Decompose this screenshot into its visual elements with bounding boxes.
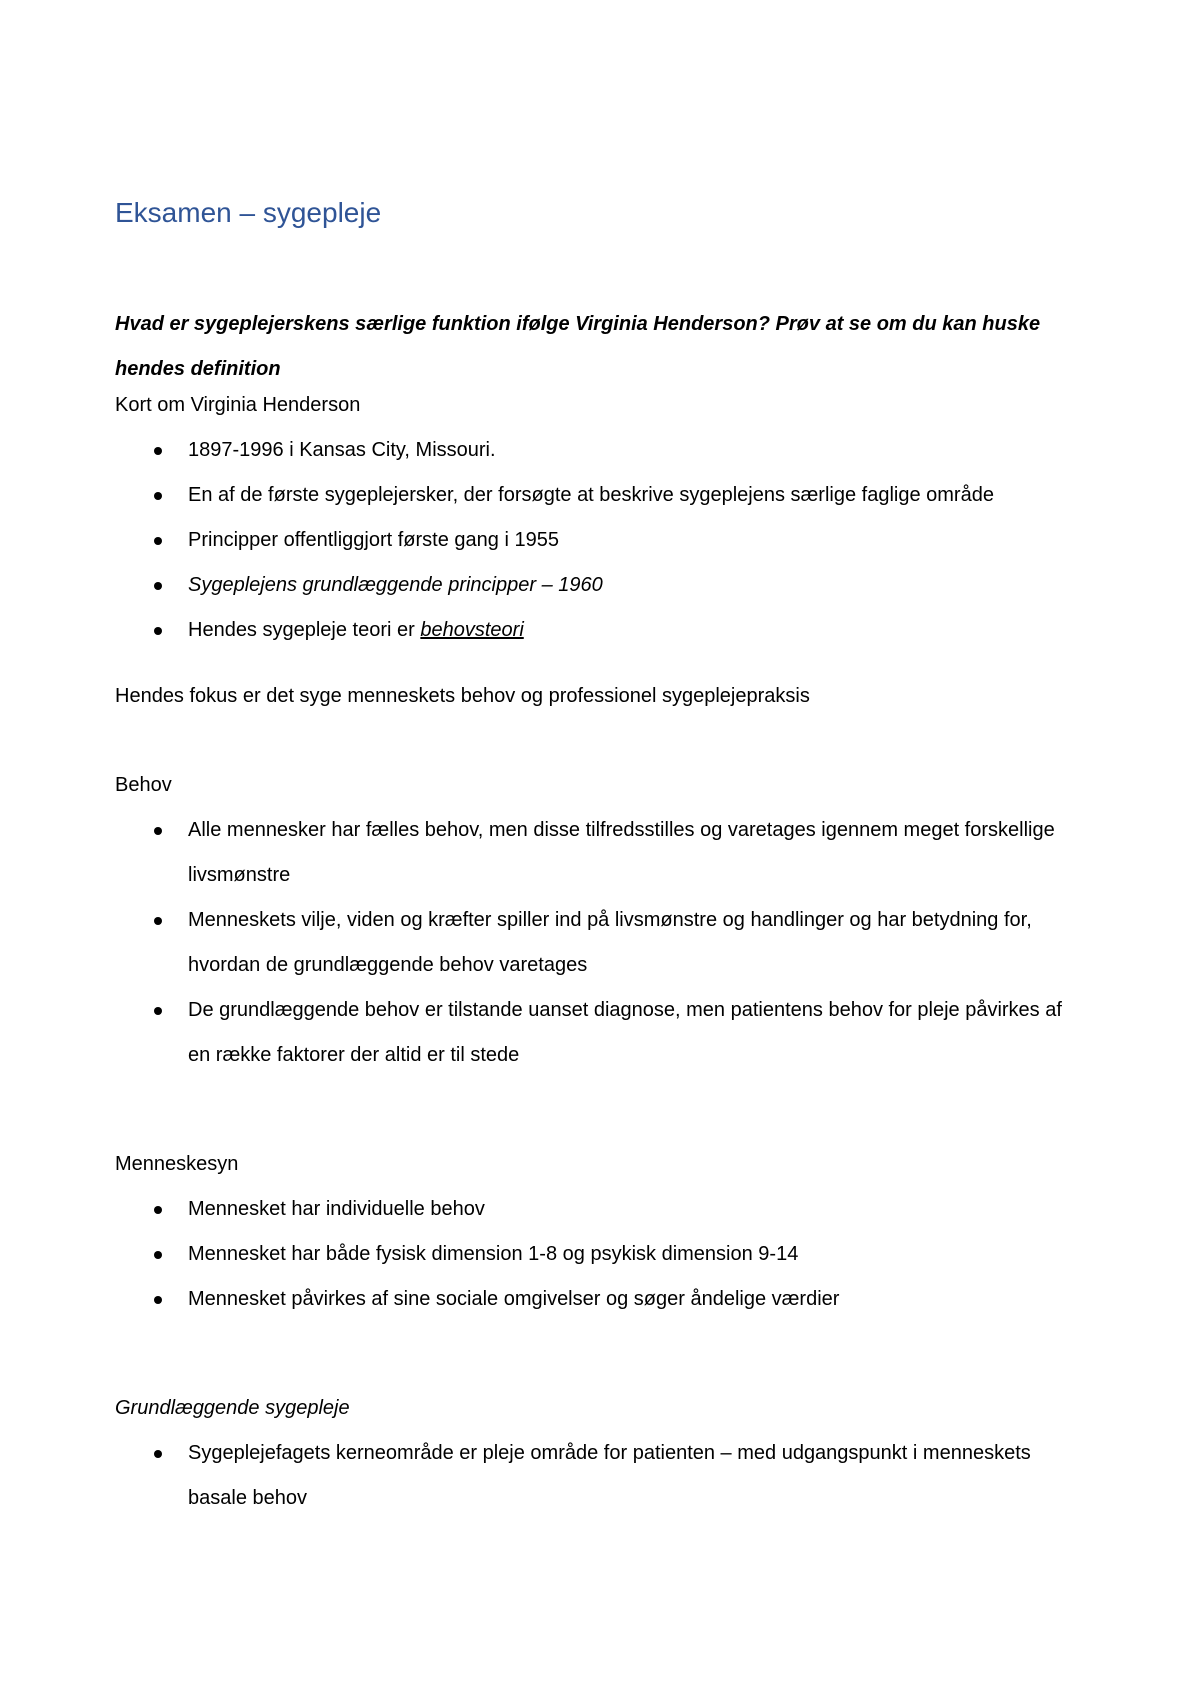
list-item: Principper offentliggjort første gang i 1955	[0, 518, 1080, 563]
bullet-icon	[154, 1450, 162, 1458]
bullet-icon	[154, 1007, 162, 1015]
bullet-icon	[154, 827, 162, 835]
grundlaeggende-list	[0, 1431, 1080, 1521]
bullet-icon	[154, 917, 162, 925]
bullet-icon	[154, 492, 162, 500]
bullet-icon	[154, 582, 162, 590]
section-heading-behov: Behov	[115, 774, 172, 796]
list-item: Mennesket har individuelle behov	[0, 1187, 1080, 1232]
section-heading-grundlaeggende: Grundlæggende sygepleje	[115, 1397, 350, 1419]
list-item: Alle mennesker har fælles behov, men disse tilfredsstilles og varetages igennem meget forskellige livsmønstre	[0, 808, 1080, 898]
intro-heading: Kort om Virginia Henderson	[115, 394, 361, 416]
list-item: Sygeplejefagets kerneområde er pleje område for patienten – med udgangspunkt i menneskets basale behov	[0, 1431, 1080, 1521]
menneskesyn-list	[0, 1187, 1080, 1322]
bullet-icon	[154, 537, 162, 545]
document-title: Eksamen – sygepleje	[115, 197, 382, 228]
bullet-icon	[154, 627, 162, 635]
bullet-icon	[154, 1206, 162, 1214]
list-item: Hendes sygepleje teori er behovsteori	[0, 608, 1080, 653]
exam-question: Hvad er sygeplejerskens særlige funktion ifølge Virginia Henderson? Prøv at se om du kan huske hendes definition	[115, 313, 1041, 380]
list-item: En af de første sygeplejersker, der forsøgte at beskrive sygeplejens særlige faglige område	[0, 473, 1080, 518]
list-item: Mennesket har både fysisk dimension 1-8 og psykisk dimension 9-14	[0, 1232, 1080, 1277]
list-item: De grundlæggende behov er tilstande uanset diagnose, men patientens behov for pleje påvirkes af en række faktorer der altid er til stede	[0, 988, 1080, 1078]
list-item: 1897-1996 i Kansas City, Missouri.	[0, 428, 1080, 473]
intro-list	[0, 428, 1080, 653]
section-heading-menneskesyn: Menneskesyn	[115, 1153, 239, 1175]
behov-list	[0, 808, 1080, 1078]
list-item: Mennesket påvirkes af sine sociale omgivelser og søger åndelige værdier	[0, 1277, 1080, 1322]
focus-paragraph: Hendes fokus er det syge menneskets behov og professionel sygeplejepraksis	[115, 685, 810, 707]
list-item: Menneskets vilje, viden og kræfter spiller ind på livsmønstre og handlinger og har betydning for, hvordan de grundlæggende behov varetages	[0, 898, 1080, 988]
bullet-icon	[154, 1251, 162, 1259]
theory-emphasis: behovsteori	[420, 619, 524, 641]
bullet-icon	[154, 1296, 162, 1304]
bullet-icon	[154, 447, 162, 455]
list-item: Sygeplejens grundlæggende principper – 1960	[0, 563, 1080, 608]
